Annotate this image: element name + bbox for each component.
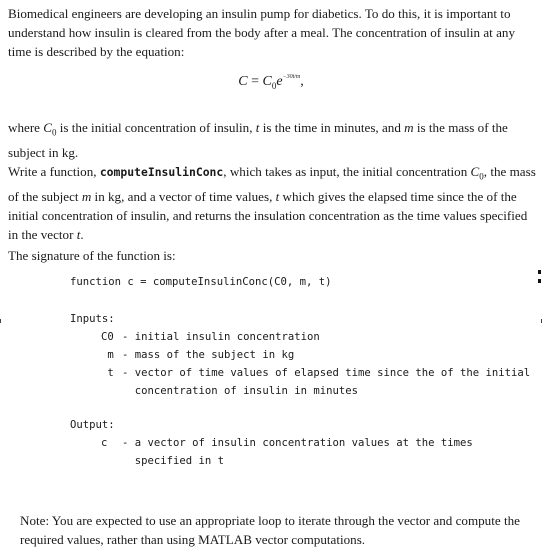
equation-lhs: C bbox=[238, 74, 248, 89]
intro-paragraph: Biomedical engineers are developing an insulin pump for diabetics. To do this, it is important to understand how insulin is cleared from the body after a meal. The concentration of insulin at any time is described by the equation: bbox=[8, 6, 515, 59]
task-m: m bbox=[81, 188, 92, 204]
where-c0: C bbox=[43, 120, 52, 135]
output-label: Output: bbox=[70, 419, 115, 431]
where-text-4: is the mass of the subject in kg. bbox=[8, 120, 508, 160]
equation-coefficient-subscript: 0 bbox=[271, 80, 277, 91]
where-t: t bbox=[255, 120, 260, 135]
equation-equals: = bbox=[251, 74, 259, 89]
input-row bbox=[101, 382, 530, 400]
input-description: - mass of the subject in kg bbox=[122, 349, 295, 361]
task-text-6: . bbox=[80, 226, 84, 242]
input-row bbox=[101, 364, 530, 382]
task-t: t bbox=[275, 188, 280, 204]
equation-comma: , bbox=[300, 74, 304, 89]
inputs-label: Inputs: bbox=[70, 313, 115, 325]
equation-exponent: −30t/m bbox=[282, 74, 301, 80]
task-c0-subscript: 0 bbox=[479, 171, 484, 182]
equation-exponent-denominator: m bbox=[295, 74, 301, 80]
input-description: - vector of time values of elapsed time since the of the initial bbox=[122, 367, 531, 379]
task-c0: C bbox=[470, 164, 480, 179]
margin-mark bbox=[538, 279, 541, 283]
function-signature: function c = computeInsulinConc(C0, m, t) bbox=[70, 276, 332, 288]
input-description: - initial insulin concentration bbox=[122, 331, 320, 343]
output-description: specified in t bbox=[122, 455, 225, 467]
where-text-2: is the initial concentration of insulin, bbox=[56, 120, 256, 135]
task-text-3: , the mass of the subject bbox=[8, 164, 536, 204]
input-name: m bbox=[101, 349, 114, 361]
output-name: c bbox=[101, 437, 108, 449]
task-text-5: which gives the elapsed time since the of the initial concentration of insulin, and returns the insulation concentration as the time values specified in the vector bbox=[8, 188, 528, 242]
output-row bbox=[101, 434, 473, 452]
input-row bbox=[101, 328, 530, 346]
equation-exponent-numerator: −30t bbox=[282, 74, 295, 80]
where-c0-subscript: 0 bbox=[52, 127, 57, 138]
note-paragraph: Note: You are expected to use an appropriate loop to iterate through the vector and compute the required values, rather than using MATLAB vector computations. bbox=[20, 513, 520, 547]
margin-mark bbox=[0, 319, 1, 323]
function-name: computeInsulinConc bbox=[99, 165, 224, 179]
equation-base: e bbox=[276, 74, 283, 89]
input-row bbox=[101, 346, 530, 364]
equation-coefficient: C bbox=[262, 74, 272, 89]
margin-mark bbox=[538, 270, 541, 274]
task-text-2: , which takes as input, the initial concentration bbox=[223, 164, 471, 179]
input-description: concentration of insulin in minutes bbox=[122, 385, 358, 397]
signature-label: The signature of the function is: bbox=[8, 248, 176, 263]
input-name: C0 bbox=[101, 331, 114, 343]
output-row bbox=[101, 452, 473, 470]
task-text-1: Write a function, bbox=[8, 164, 100, 179]
where-text-3: is the time in minutes, and bbox=[259, 120, 405, 135]
task-paragraph bbox=[8, 162, 536, 244]
outputs-list bbox=[101, 434, 473, 470]
output-description: - a vector of insulin concentration values at the times bbox=[122, 437, 473, 449]
task-text-4: in kg, and a vector of time values, bbox=[91, 188, 276, 204]
inputs-list bbox=[101, 328, 530, 400]
variables-paragraph bbox=[8, 118, 536, 162]
where-m: m bbox=[404, 120, 414, 135]
task-t2: t bbox=[76, 226, 81, 242]
equation bbox=[0, 74, 542, 91]
where-text-1: where bbox=[8, 120, 44, 135]
input-name: t bbox=[101, 367, 114, 379]
